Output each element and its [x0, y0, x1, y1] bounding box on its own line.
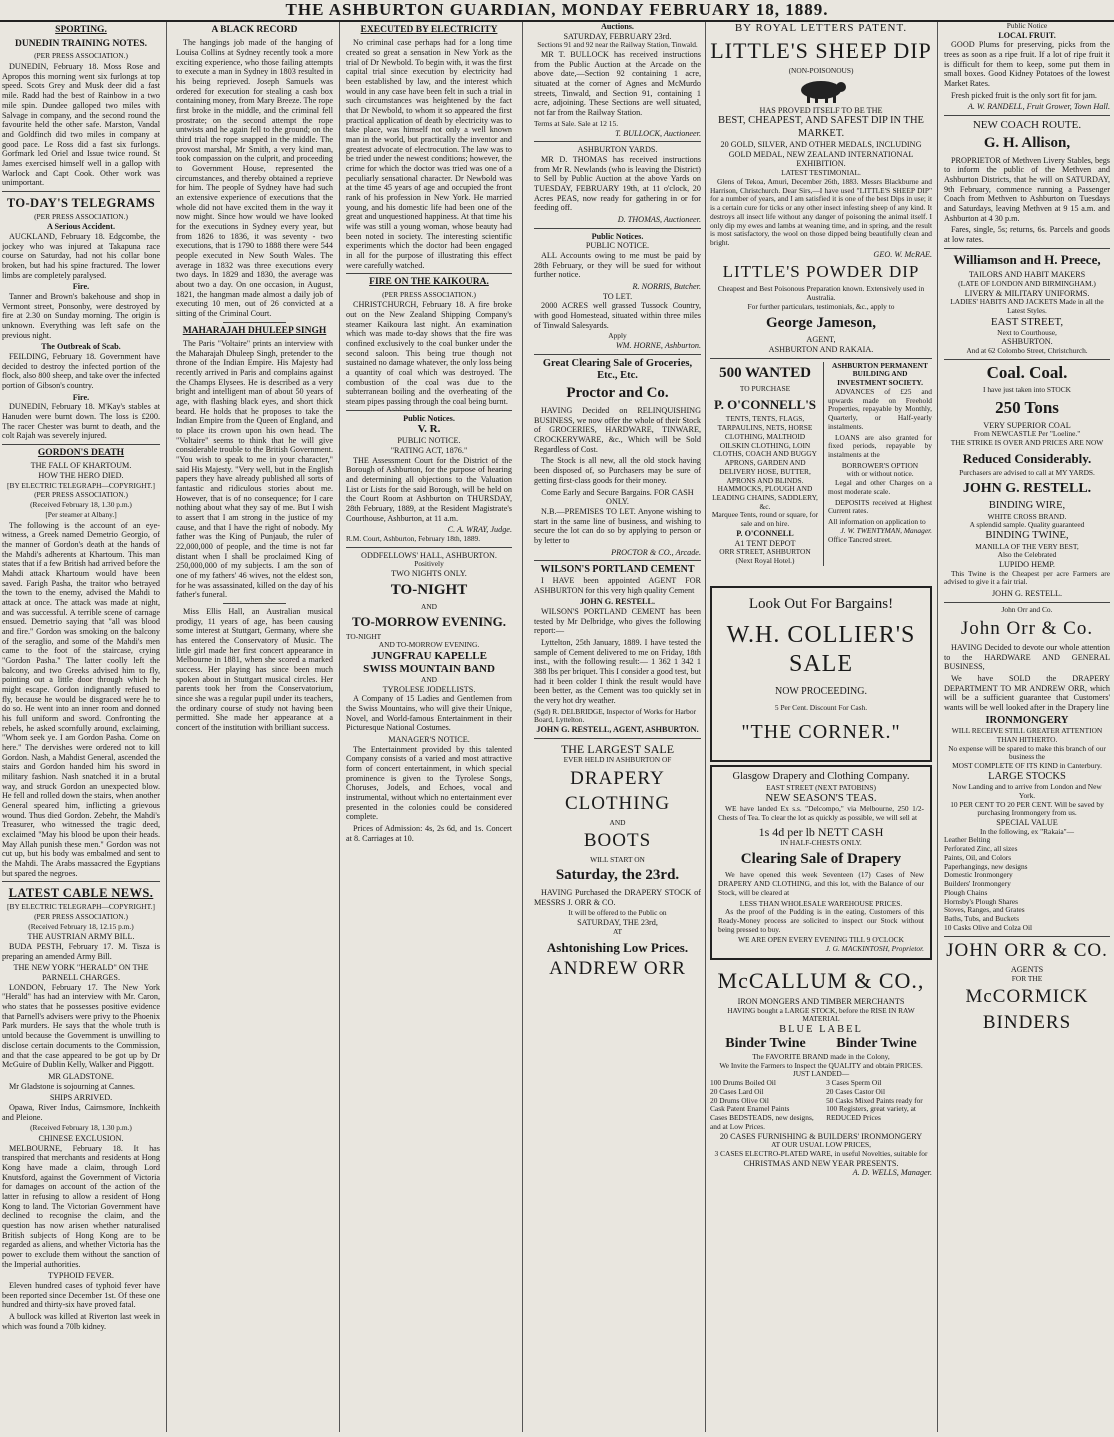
received-line: (Received February 18, 12.15 p.m.) [28, 921, 134, 931]
ad-text: HAS PROVED ITSELF TO BE THE [759, 105, 883, 115]
list-item: 100 Registers, great variety, at REDUCED Prices [826, 1104, 916, 1123]
article-heading: EXECUTED BY ELECTRICITY [360, 25, 498, 35]
ad-headline: Great Clearing Sale of Groceries, Etc., Etc. [542, 357, 693, 382]
ad-headline: BEST, CHEAPEST, AND SAFEST DIP IN THE MARKET. [718, 115, 924, 139]
notice-location: R.M. Court, Ashburton, February 18th, 1889. [346, 534, 481, 544]
column-rule [705, 22, 706, 1432]
ad-text: Fresh picked fruit is the only sort fit for jam. [951, 90, 1097, 100]
ad-text: MOST COMPLETE OF ITS KIND in Canterbury. [952, 761, 1102, 770]
ad-text: EAST STREET (NEXT PATOBINS) [766, 782, 876, 792]
ad-headline: JOHN ORR & CO. [946, 939, 1108, 961]
received-line: (Received February 18, 1.30 p.m.) [30, 1123, 132, 1133]
column-6 [944, 22, 1110, 1432]
ad-text: All information on application to [828, 517, 926, 527]
divider [2, 881, 160, 882]
ad-text: Now Landing and to arrive from London and New York. [952, 782, 1102, 800]
ad-headline: WILSON'S PORTLAND CEMENT [540, 564, 695, 576]
ad-text: Sections 91 and 92 near the Railway Station, Tinwald. [537, 40, 698, 50]
masthead: THE ASHBURTON GUARDIAN, MONDAY FEBRUARY 18, 1889. [0, 0, 1114, 22]
ad-text: MR D. THOMAS has received instructions from Mr R. Newlands (who is leaving the District) to Sell by Public Auction at the above Yards on TUESDAY, FEBRUARY 19th, at 11 o'clock, 20 Acres PEAS, now ready for gathering in or for feeding off. [534, 154, 701, 213]
ad-name: JOHN G. RESTELL, AGENT, ASHBURTON. [536, 725, 699, 735]
ad-text: 5 Per Cent. Discount For Cash. [774, 702, 868, 712]
notice-text: 2000 ACRES well grassed Tussock Country, with good Homestead, situated within three miles of Tinwald Salesyards. [534, 301, 701, 330]
ad-text: JUST LANDED— [792, 1069, 850, 1079]
ad-headline: 1s 4d per lb NETT CASH [758, 824, 884, 839]
ad-headline: Glasgow Drapery and Clothing Company. [732, 771, 910, 783]
ad-text: Next to Courthouse, [997, 327, 1057, 337]
divider [534, 228, 701, 229]
ad-text: IN HALF-CHESTS ONLY. [780, 837, 862, 847]
ad-text: AND TO-MORROW EVENING. [378, 640, 480, 650]
ad-text: (LATE OF LONDON AND BIRMINGHAM.) [958, 278, 1096, 288]
list-item: 20 Drums Olive Oil [710, 1095, 769, 1105]
article-text: The hangings job made of the hanging of Louisa Collins at Sydney recently took a more exciting experience, who those failing attempts to execute a man in Sydney in 1803 resulted in his being reprieved. Joseph Samuels was ordered for execution for stealing a cash box containing money, from Mary Breeze. The rope first broke in the middle, and the criminal fell prostrate; on the second attempt the rope untwists and he again fell to the ground; on the third trial the rope snapped in the middle. The provost marshal, Mr Smith, a very kind man, took compassion on the culprit, and proceeding to Government House, represented the circumstances, and thereby obtained a reprieve for him. The people of Sydney have had such an extensive experience of executions that the whole did not have excited them in the way it now might. Since how would we have looked for the executions in Sydney every year, but from 1826 to 1836, it was seventy - two executions, that is 1790 to 1888 there were 544 people executed in New South Wales. The average in 1832 was three executions every two days. In 1829 and 1830, the average was about two a day. On one occasion, in August, 1821, the hangman made almost a daily job of executing 10 men, out of 26 convicted at a sitting of the Criminal Court. [176, 38, 333, 319]
list-item: Paints, Oil, and Colors [944, 852, 1012, 862]
ad-text: 20 GOLD, SILVER, AND OTHER MEDALS, INCLUDING GOLD MEDAL, NEW ZEALAND INTERNATIONAL EXHIBITION. [720, 140, 922, 169]
list-item: Plough Chains [944, 887, 988, 897]
ad-text: ASHBURTON. [1001, 337, 1053, 347]
ad-headline: DRAPERY [570, 767, 665, 789]
ad-text: HAMMOCKS, PLOUGH AND LEADING CHAINS, SADDLERY, &c. [712, 484, 818, 511]
subheading: HOW THE HERO DIED. [38, 471, 124, 481]
ad-text: AND [420, 674, 437, 684]
ad-text: LESS THAN WHOLESALE WAREHOUSE PRICES. [739, 898, 903, 908]
ad-text: MANILLA OF THE VERY BEST, [975, 541, 1079, 551]
ad-text: John Orr and Co. [1001, 604, 1053, 614]
signature: GEO. W. McRAE. [873, 249, 932, 259]
list-item: 20 Cases Lard Oil [710, 1086, 764, 1096]
subheading: THE FALL OF KHARTOUM. [30, 461, 132, 471]
article-text: Opawa, River Indus, Cairnsmore, Inchkeith and Pleione. [2, 1102, 160, 1122]
signature: A. D. WELLS, Manager. [852, 1168, 932, 1178]
ad-text: We have opened this week Seventeen (17) Cases of New DRAPERY AND CLOTHING, and this lot, with the Balance of our Stock, will be cleared at [718, 870, 924, 897]
ad-headline: TO-NIGHT [390, 581, 468, 598]
landed-list-left [710, 1079, 826, 1131]
ad-text: WHITE CROSS BRAND. [987, 511, 1067, 521]
article-text: CHRISTCHURCH, February 18. A fire broke out on the New Zealand Shipping Company's steamer Kaikoura last night. An examination which was made to-day shows that the fire was confined exclusively to the coal bunker under the second saloon. This being true though not sustained no damage whatever, the only loss being a quantity of coal which was destroyed. The combustion of the coal was due to the subterranean boiling and the overheating of the steam pipes passing through the coal being burnt. [346, 300, 512, 406]
divider [2, 444, 160, 445]
ad-text: PROPRIETOR of Methven Livery Stables, begs to inform the public of the Methven and Ashburton Districts, that he will on SATURDAY, 9th February, commence running a Passenger Coach from Methven to Ashburton on Tuesdays and Saturdays, leaving Methven at 9 15 a.m. and Ashburton at 4 30 p.m. [944, 155, 1110, 223]
article-text: Miss Ellis Hall, an Australian musical prodigy, 11 years of age, has been causing some interest at Stuttgart, Germany, where she has entered the Conservatory of Music. The little girl made her first concert appearance in Melbourne in 1881, when she scored a marked success. Her playing has since been much spoken about in Stuttgart musical circles. Her parents took her from the Conservatorium, since she was a regular pupil under its teachers, the ordinary course of study not having been permitted. She made her appearance at a concert of the institution with brilliant success. [176, 607, 333, 733]
article-text: FEILDING, February 18. Government have decided to destroy the infected portion of the flock, also 800 sheep, and take over the infected portion of Gibson's country. [2, 352, 160, 391]
ad-text: ORR STREET, ASHBURTON (Next Royal Hotel.) [719, 547, 811, 566]
split-ad-row [710, 362, 932, 566]
column-2 [176, 22, 333, 1432]
divider [944, 359, 1110, 360]
column-rule [339, 22, 340, 1432]
signature: WM. HORNE, Ashburton. [615, 341, 701, 351]
ad-text: AT OUR USUAL LOW PRICES, [771, 1140, 871, 1150]
subheading: SHIPS ARRIVED. [49, 1093, 113, 1103]
ad-text: AGENT, [806, 335, 836, 345]
article-heading: GORDON'S DEATH [37, 448, 125, 459]
divider [944, 936, 1110, 937]
ad-text: SATURDAY, THE 23rd, [577, 918, 658, 928]
special-value-list [944, 836, 1110, 932]
ad-text: (Sgd) R. DELBRIDGE, Inspector of Works for Harbor Board, Lyttelton. [534, 706, 697, 725]
subheading: The Outbreak of Scab. [41, 342, 121, 352]
ad-headline: Ashtonishing Low Prices. [546, 939, 689, 955]
ad-text: WE ARE OPEN EVERY EVENING TILL 9 O'CLOCK [738, 935, 904, 945]
list-item: Cask Patent Enamel Paints [710, 1104, 790, 1114]
ad-text: AND [420, 601, 437, 611]
list-item: Leather Belting [944, 835, 991, 845]
ad-text: WILL RECEIVE STILL GREATER ATTENTION THAN HITHERTO. [951, 726, 1103, 744]
binder-twine-row [710, 1036, 932, 1053]
ad-headline: ASHBURTON PERMANENT BUILDING AND INVESTMENT SOCIETY. [832, 360, 928, 388]
ad-text: WE have landed Ex s.s. "Delcompo," via Melbourne, 250 1/2-Chests of Tea. To clear the lot as quickly as possible, we will sell at [718, 804, 924, 823]
subheading: TYPHOID FEVER. [48, 1271, 114, 1281]
article-text: No criminal case perhaps had for a long time created so great a sensation in New York as the trial of Dr Newbold. To begin with, it was the first capital trial since execution by electricity had been established by law, and the interest which would in any case have been felt in such a trial in such circumstances was heightened by the fact that Dr Newbold, to whom it so appeared the first practical application of death by electricity was to take place, was himself not only a well known man in the world, but practically the inventor and greatest advocate of electrocution. The law was to be tried under the newest conditions; however, the crime for which the doctor was tried was one of a peculiarly sensational character. Dr Newbold was at the time 45 years of age and occupied the front rank of his profession in New York. He married young, and his domestic life had been one of the great and unquestioned happiness. At that time his wife was still a young woman, whose beauty had been noted in society. The interesting scientific experiments which the doctor had been engaged in all for the purpose of illustrating this effect were carefully watched. [346, 38, 512, 270]
divider [534, 354, 701, 355]
subheading: THE NEW YORK "HERALD" ON THE PARNELL CHARGES. [13, 963, 149, 983]
ad-text: HAVING Decided to devote our whole attention to the HARDWARE AND GENERAL BUSINESS, [944, 642, 1110, 672]
divider [223, 603, 286, 604]
ad-headline: NEW SEASON'S TEAS. [765, 792, 877, 805]
ad-text: Lyttelton, 25th January, 1889. I have tested the sample of Cement delivered to me on Friday, 18th inst., with the following result:— 1 362 1 342 1 388 lbs per briquet. This I consider a good test, but had it been colder I think the result would have been better, as the Cement was too quickly set in the very hot dry weather. [534, 638, 701, 706]
ad-text: EVER HELD IN ASHBURTON OF [563, 755, 672, 765]
ad-headline: LITTLE'S POWDER DIP [722, 262, 920, 282]
ad-name: JOHN G. RESTELL. [579, 597, 656, 607]
list-item: Paperhangings, new designs [944, 861, 1028, 871]
ad-date: SATURDAY, FEBRUARY 23rd. [563, 31, 672, 41]
subheading: THE AUSTRIAN ARMY BILL. [27, 932, 135, 942]
ad-text: The FAVORITE BRAND made in the Colony, [752, 1051, 890, 1061]
ad-text: FOR THE [1011, 973, 1043, 983]
landed-list-right [826, 1079, 932, 1131]
section-heading: LATEST CABLE NEWS. [8, 886, 154, 901]
ad-text: HAVING Decided on RELINQUISHING BUSINESS, we now offer the whole of their Stock of GROCERIES, HARDWARE, TINWARE, CROCKERYWARE, &c., Which will be Sold Regardless of Cost. [534, 406, 701, 454]
ad-text: As the proof of the Pudding is in the eating, Customers of this Ready-Money process are solicited to inspect our Stock without being pressed to buy. [718, 907, 924, 934]
article-text: AUCKLAND, February 18. Edgcombe, the jockey who was injured at Takapuna race course on Saturday, had not his collar bone broken, but had his spine fractured. The lower limbs are completely paralysed. [2, 232, 160, 280]
received-line: (Received February 18, 1.30 p.m.) [30, 500, 132, 510]
list-item: 100 Drums Boiled Oil [710, 1078, 776, 1088]
ad-text: AT [612, 926, 623, 936]
notice-heading: PUBLIC NOTICE. [585, 241, 650, 251]
ad-text: ASHBURTON AND RAKAIA. [768, 344, 874, 354]
section-heading: Public Notices. [403, 413, 455, 423]
ad-headline: "THE CORNER." [741, 720, 901, 743]
list-item: Baths, Tubs, and Buckets [944, 914, 1019, 924]
ad-text: We have SOLD the DRAPERY DEPARTMENT TO MR ANDREW ORR, which will be a sufficient guarantee that Customers' wants will be well looked after in the Drapery line [944, 674, 1110, 713]
testimonial-text: Glens of Tekoa, Amuri, December 26th, 1883. Messrs Blackburne and Harrison, Christchurch. Dear Sirs,—I have used "LITTLE'S SHEEP DIP" for a number of years, and I am satisfied it is one of the best Dips in use; it is a certain cure for ticks or any other insect infesting sheep of any kind. It destroys all insect life without any danger of poisoning the animal itself. I only dip my ewes and lambs at weaning time, and in spring, and the result is most satisfactory, the wool on those dipped being beautifully clean and bright. [710, 176, 932, 247]
notice-text: ALL Accounts owing to me must be paid by 28th February, or they will be sued for without further notice. [534, 250, 701, 280]
ad-text: LIVERY & MILITARY UNIFORMS. [964, 288, 1090, 298]
ad-name: Williamson and H. Preece, [953, 251, 1101, 267]
divider [223, 322, 286, 323]
ad-headline: Saturday, the 23rd. [555, 867, 680, 884]
ad-text: HAVING bought a LARGE STOCK, before the RISE IN RAW MATERIAL [727, 1005, 915, 1024]
ad-text: Legal and other Charges on a most moderate scale. [828, 478, 932, 496]
ad-text: MR T. BULLOCK has received instructions from the Public Auction at the Arcade on the above date,—Section 92 containing 1 acre, situated at the corner of Agnes and McMurdo streets, Tinwald, and Section 91, containing 1 acre, adjoining. These Sections are well situated, not far from the Railway Station. [534, 50, 701, 118]
ad-text: A splendid sample. Quality guaranteed [969, 520, 1085, 530]
ad-headline: IRONMONGERY [985, 714, 1069, 726]
ad-headline: W.H. COLLIER'S SALE [726, 622, 916, 677]
ad-headline: BINDERS [982, 1011, 1072, 1033]
notice-text: THE Assessment Court for the District of the Borough of Ashburton, for the purpose of hearing and determining all objections to the Valuation List or Lists for the said Borough, will be held on the Court Room at Ashburton on THURSDAY, 28th February, 1889, at the Resident Magistrate's Courthouse, Ashburton, at 11 a.m. [346, 455, 512, 523]
ad-headline: Reduced Considerably. [962, 450, 1092, 466]
ad-text: BY ROYAL LETTERS PATENT. [734, 22, 908, 34]
ad-headline: McCORMICK [965, 986, 1089, 1008]
ad-headline: Binder Twine [836, 1036, 917, 1052]
notice-heading: TO LET. [602, 291, 633, 301]
ad-text: NOW PROCEEDING. [774, 686, 868, 698]
ad-headline: 500 WANTED [719, 364, 811, 381]
building-society-ad [828, 362, 932, 566]
ad-headline: NEW COACH ROUTE. [972, 119, 1082, 132]
signature: J. W. TWENTYMAN, Manager. [840, 525, 932, 535]
ad-text: 20 CASES FURNISHING & BUILDERS' IRONMONGERY [719, 1131, 923, 1141]
ad-name: JOHN G. RESTELL. [962, 480, 1092, 496]
ad-text: TO PURCHASE [739, 384, 791, 394]
notice-heading: PUBLIC NOTICE. [397, 436, 461, 446]
list-item: 20 Cases Castor Oil [826, 1086, 885, 1096]
byline: (PER PRESS ASSOCIATION.) [382, 289, 476, 299]
ad-headline: Look Out For Bargains! [748, 595, 894, 612]
ad-headline: BOOTS [583, 830, 652, 852]
ad-heading: ASHBURTON YARDS. [577, 145, 658, 155]
list-item: Cases BEDSTEADS, new designs, and at Low Prices. [710, 1113, 814, 1131]
ad-headline: JUNGFRAU KAPELLE [371, 650, 487, 663]
column-1 [2, 22, 160, 1432]
landed-list [710, 1079, 932, 1131]
list-item: Hornsby's Plough Shares [944, 896, 1019, 906]
divider [534, 560, 701, 561]
ad-text: Purchasers are advised to call at MY YARDS. [959, 468, 1095, 478]
ad-text: Marquee Tents, round or square, for sale and on hire. [711, 510, 819, 529]
signature: R. NORRIS, Butcher. [632, 281, 701, 291]
article-text: BUDA PESTH, February 17. M. Tisza is preparing an amended Army Bill. [2, 942, 160, 961]
ad-text: From NEWCASTLE Per "Loeline." [973, 429, 1081, 439]
column-rule [166, 22, 167, 1432]
divider [534, 738, 701, 739]
ad-text: LUPIDO HEMP. [999, 560, 1055, 570]
ad-headline: BINDING TWINE, [985, 530, 1069, 542]
list-item: 10 Casks Olive and Colza Oil [944, 922, 1033, 932]
list-item: 50 Casks Mixed Paints ready for [826, 1095, 923, 1105]
subheading: Fire. [72, 392, 90, 402]
ad-text: AND [609, 817, 626, 827]
list-item: Stoves, Ranges, and Grates [944, 905, 1025, 915]
article-heading: A BLACK RECORD [211, 25, 298, 35]
list-item: Builders' Ironmongery [944, 879, 1011, 889]
article-text: Mr Gladstone is sojourning at Cannes. [9, 1081, 135, 1091]
column-4 [534, 22, 701, 1432]
article-heading: MAHARAJAH DHULEEP SINGH [182, 325, 327, 336]
signature: J. G. MACKINTOSH, Proprietor. [825, 944, 924, 954]
ad-text: AGENTS [1010, 964, 1044, 974]
ad-text: (NON-POISONOUS) [788, 65, 854, 75]
glasgow-ad-box [710, 765, 932, 960]
ad-headline: LOCAL FRUIT. [998, 30, 1056, 40]
byline: (PER PRESS ASSOCIATION.) [34, 490, 128, 500]
ad-text: And at 62 Colombo Street, Christchurch. [966, 346, 1088, 356]
ad-name: George Jameson, [766, 314, 876, 331]
ad-name: P. O'CONNELL'S [713, 397, 817, 413]
divider [944, 248, 1110, 249]
article-text: The following is the account of an eye-witness, a Greek named Demetrio Georgio, of the manner of Gordon's death at the hands of the Mahdi's adherents at Khartoum. This man states that if a few British had arrived before the Mahdi attack Khartoum would have been saved. Farigh Pasha, the traitor who betrayed the town to the enemy, advised the Mahdi to attack at once. The attack was made at night, and was successful. A terrible scene of carnage ensued. Demetrio saying that "all was blood and fire." Gordon was smoking on the balcony of the seraglio, and some of the Mahdi's men came to the foot of the staircase, crying "Gordon Pasha." The latter coolly left the balcony, and two Greeks advised him to fly, pointing out a little door through which he might escape. Gordon indignantly refused to fly, because he would be disgraced were he to do so. He went into an inner room and donned his full uniform and sword. Confronting the rebels, he asked scornfully around, exclaiming, "Whom seek ye. I am Gordon Pasha. Come on here." The dervishes were ordered not to kill Gordon. Nash, a Mahdist General, ascended the stairs and Gordon handed him his sword in military fashion. Nash snatched it in a brutal way, and struck Gordon an unexpected blow. He fell and rolled down the stairs, when another General speared him, inflicting a grievous wound. Thus died Gordon. Zebehr, the Mahdi's Treasurer, who witnessed the tragic deed, exclaimed "May his blood be upon their heads. May Allah punish these men." Gordon was not cut up, but his body was embalmed and sent to the Mahdi. The Arabs massacred the Egyptians but spared the negroes. [2, 520, 160, 878]
ad-text: Terms at Sale. Sale at 12 15. [534, 118, 619, 128]
ad-text: For further particulars, testimonials, &c., apply to [747, 301, 895, 311]
divider [2, 191, 160, 192]
ad-text: I have just taken into STOCK [983, 384, 1071, 394]
byline: (PER PRESS ASSOCIATION.) [34, 211, 128, 221]
ad-text: VERY SUPERIOR COAL [983, 420, 1071, 430]
ad-text: No expense will be spared to make this branch of our business the [948, 743, 1106, 762]
ad-text: Prices of Admission: 4s, 2s 6d, and 1s. Concert at 8. Carriages at 10. [346, 824, 512, 843]
article-heading: FIRE ON THE KAIKOURA. [369, 277, 489, 288]
ad-headline: Binder Twine [725, 1036, 806, 1052]
ad-text: with or without notice. [846, 469, 914, 479]
article-text: DUNEDIN, February 18. M'Kay's stables at Hanuden were burnt down. The loss is £200. The racer Chester was burnt to death, and the colt Rajah was severely injured. [2, 402, 160, 441]
divider [944, 602, 1110, 603]
subheading: A Serious Accident. [46, 222, 115, 232]
byline: [BY ELECTRIC TELEGRAPH—COPYRIGHT.] [7, 480, 155, 490]
ad-text: Apply [608, 331, 627, 341]
received-line: [Per steamer at Albany.] [45, 509, 117, 519]
ad-text: WILSON'S PORTLAND CEMENT has been tested by Mr Delbridge, who gives the following report:— [534, 607, 701, 636]
divider [534, 141, 701, 142]
column-rule [937, 22, 938, 1432]
ad-text: Office Tancred street. [828, 534, 892, 544]
section-heading: Public Notice [1006, 22, 1048, 30]
ad-text: 10 PER CENT TO 20 PER CENT. Will be saved by purchasing Ironmongery from us. [950, 799, 1104, 818]
subheading: MR GLADSTONE. [48, 1071, 114, 1081]
ad-text: TYROLESE JODELLISTS. [382, 684, 476, 694]
ad-headline: Clearing Sale of Drapery [740, 850, 902, 867]
ad-text: Positively [414, 559, 444, 569]
ad-text: A1 TENT DEPOT [734, 538, 796, 548]
divider [346, 273, 512, 274]
ad-text: LATEST TESTIMONIAL. [781, 168, 861, 178]
ad-headline: John Orr & Co. [960, 617, 1094, 639]
article-text: Eleven hundred cases of typhoid fever have been reported since December 1st. Of these one hundred and thirty-six have proved fatal. [2, 1281, 160, 1310]
ad-text: The Entertainment provided by this talented Company consists of a varied and most attractive form of concert entertainment, in which special prominence is given to the Tyrolese Songs, Choruses, Jodels, and Echoes, vocal and instrumental, without which no entertainment ever presented in the colonies could be considered complete. [346, 744, 512, 822]
notice-subheading: "RATING ACT, 1876." [390, 445, 468, 455]
divider [944, 115, 1110, 116]
ad-text: 3 CASES ELECTRO-PLATED WARE, in useful Novelties, suitable for [714, 1148, 928, 1158]
ad-text: A Company of 15 Ladies and Gentlemen from the Swiss Mountains, who will give their Unique, Novel, and World-famous Entertainment in their Picturesque National Costumes. [346, 694, 512, 733]
divider [346, 410, 512, 411]
ad-text: CHRISTMAS AND NEW YEAR PRESENTS. [743, 1158, 899, 1168]
ad-headline: BINDING WIRE, [988, 500, 1066, 512]
ad-text: Fares, single, 5s; returns, 6s. Parcels and goods at low rates. [944, 225, 1110, 245]
column-5 [710, 22, 932, 1432]
ad-headline: 250 Tons [995, 397, 1059, 417]
byline: [BY ELECTRIC TELEGRAPH—COPYRIGHT.] [7, 902, 155, 912]
ad-headline: BLUE LABEL [779, 1024, 863, 1036]
ad-text: THE STRIKE IS OVER AND PRICES ARE NOW [950, 438, 1104, 448]
ad-text: DEPOSITS received at Highest Current rates. [828, 497, 932, 516]
ad-text: We Invite the Farmers to Inspect the QUALITY and obtain PRICES. [719, 1060, 923, 1070]
section-heading: Public Notices. [591, 231, 644, 241]
list-item: Perforated Zinc, all sizes [944, 844, 1018, 854]
section-heading: TO-DAY'S TELEGRAMS [6, 195, 156, 210]
ad-headline: McCALLUM & CO., [717, 967, 925, 993]
ad-text: TO-NIGHT [346, 631, 382, 641]
list-item: Domestic Ironmongery [944, 870, 1013, 880]
ad-text: TWO NIGHTS ONLY. [391, 569, 467, 579]
ad-text: BORROWER'S OPTION [841, 460, 919, 470]
royal-crest-label: V. R. [417, 423, 441, 436]
ad-headline: LARGE STOCKS [988, 770, 1066, 782]
ad-headline: ANDREW ORR [549, 957, 686, 979]
sheep-icon [793, 78, 849, 104]
ad-text: N.B.—PREMISES TO LET. Anyone wishing to start in the same line of business, and wishing to secure the lot can do so by applying to person or by letter to [534, 506, 701, 545]
signature: A. W. RANDELL, Fruit Grower, Town Hall. [967, 102, 1110, 112]
ad-text: ADVANCES of £25 and upwards made on Freehold Properties, repayable by Monthly, Quarterly, or Half-yearly instalments. [828, 386, 932, 431]
ad-text: In the following, ex "Rakaia"— [979, 826, 1075, 836]
ad-headline: Coal. Coal. [986, 362, 1068, 382]
ad-text: IRON MONGERS AND TIMBER MERCHANTS [737, 996, 905, 1006]
ad-text: LADIES' HABITS AND JACKETS Made in all the Latest Styles. [950, 297, 1104, 315]
section-heading: SPORTING. [55, 25, 107, 35]
ad-headline: CLOTHING [564, 793, 671, 815]
ad-text: Cheapest and Best Poisonous Preparation known. Extensively used in Australia. [717, 284, 925, 303]
oconnell-ad [710, 362, 824, 566]
ad-headline: Proctor and Co. [566, 385, 669, 402]
ad-text: HAVING Purchased the DRAPERY STOCK of MESSRS J. ORR & CO. [534, 888, 701, 907]
ad-name: G. H. Allison, [983, 135, 1071, 152]
signature: D. THOMAS, Auctioneer. [617, 214, 701, 224]
article-text: Tanner and Brown's bakehouse and shop in Vermont street, Ponsonby, were destroyed by fire at 2.30 on Sunday morning. The origin is unknown. Everything was left safe on the previous night. [2, 292, 160, 340]
list-item: 3 Cases Sperm Oil [826, 1078, 882, 1088]
article-text: A bullock was killed at Riverton last week in which was found a 70lb kidney. [2, 1312, 160, 1331]
article-text: DUNEDIN, February 18. Moss Rose and Apropos this morning went six furlongs at top speed. Scots Grey and Musk deer did a fast mile. Radd had the best of Rainbow in a two mile spin. Dundee galloped two miles with Salvage in company, and the second round the favourite held the other safe. Marston, Vandal and Goldfinch did two miles in company at good pace. Le Ross did a fast six furlongs. Gorfmark led Oriel and Issue twice round. St James exercised himself well in a gallop with Warlock and Capt Cook. Other work was unimportant. [2, 62, 160, 188]
article-text: MELBOURNE, February 18. It has transpired that merchants and residents at Hong Kong have made a claim, through Lord Knutsford, against the Government of Victoria for damages on account of the action of the latter in refusing to allow a resident of Hong Kong to land. The Victorian Government have declined to recognise the claim, and the question has now arisen whether naturalised British subjects of Hong Kong are to be regarded as aliens, and whether Victoria has the power to exclude them without the sanction of the Imperial authorities. [2, 1143, 160, 1269]
ad-text: TENTS, TENTS, FLAGS, TARPAULINS, NETS, HORSE CLOTHING, MALTHOID OILSKIN CLOTHING, LOIN CLOTHS, COACH AND BUGGY APRONS, GARDEN AND DELIVERY HOSE, BUTTER, APRONS AND BLINDS. [713, 414, 817, 485]
byline: (PER PRESS ASSOCIATION.) [34, 911, 128, 921]
ad-headline: TO-MORROW EVENING. [351, 614, 507, 630]
article-text: The Paris "Voltaire" prints an interview with the Maharajah Dhuleep Singh, pretender to the throne of the Indian Empire. His Majesty had recently arrived in Paris and complains against the Champs Elysees. He is described as a very bright and intelligent man of about 50 years of age, with flashing black eyes, and short thick beard. He holds that he proposes to take the Indian Empire from the Queen of England, and to place its crown upon his own head. The "Voltaire" seems to think that he will give considerable trouble to the British Government. "You wish to speak to me in your character," said His Majesty. "Very well, but in the English papers they have already published all sorts of fantastic and ridiculous stories about me. However, that is of no consequence; for I care nothing about what they say of me. But I wish to assert that I am strong in the justice of my cause, and that I have the right of nobody. My father was the King of Punjaub, the ruler of 22,000,000 of people, and the time is not far distant when I shall be proclaimed King of 250,000,000 of my subjects. I am the son of one of my fathers' 46 wives, not the eldest son, for he was assassinated, killed on the day of his father's funeral. [176, 338, 333, 600]
ad-headline: THE LARGEST SALE [560, 741, 675, 756]
collier-ad-box [710, 586, 932, 762]
ad-text: The Stock is all new, all the old stock having been disposed of, so Purchasers may be sure of getting first-class goods for their money. [534, 456, 701, 485]
ad-text: I HAVE been appointed AGENT FOR ASHBURTON for this very high quality Cement [534, 576, 701, 595]
subheading: Fire. [72, 282, 90, 292]
ad-text: EAST STREET, [990, 315, 1064, 328]
ad-text: TAILORS AND HABIT MAKERS [968, 270, 1086, 280]
article-text: LONDON, February 17. The New York "Herald" has had an interview with Mr. Caron, who states that he possesses positive evidence that Parnell's advisers were privy to the Phoenix Park murders. He says that the whole truth is untold because the Government is unwilling to disclose certain documents to the Commission, and that the case appeared to be got up by Dr McGuire of Dublin Kelly, Walker and Piggott. [2, 982, 160, 1070]
ad-text: Also the Celebrated [997, 550, 1057, 560]
ad-name: JOHN G. RESTELL. [991, 589, 1063, 599]
column-rule [522, 22, 523, 1432]
column-3 [346, 22, 512, 1432]
divider [346, 547, 512, 548]
venue: ODDFELLOWS' HALL, ASHBURTON. [361, 550, 497, 560]
signature: PROCTOR & CO., Arcade. [611, 547, 701, 557]
ad-text: Come Early and Secure Bargains. FOR CASH ONLY. [541, 487, 694, 507]
section-heading: Auctions. [601, 22, 634, 31]
byline: (PER PRESS ASSOCIATION.) [34, 51, 128, 61]
ad-headline: LITTLE'S SHEEP DIP [710, 37, 932, 63]
ad-text: LOANS are also granted for fixed periods, repayable by instalments at the [828, 432, 932, 459]
article-heading: DUNEDIN TRAINING NOTES. [14, 39, 148, 50]
divider [710, 358, 932, 359]
signature: T. BULLOCK, Auctioneer. [615, 128, 701, 138]
ad-text: This Twine is the Cheapest per acre Farmers are advised to give it a fair trial. [944, 568, 1110, 587]
ad-name: P. O'CONNELL [736, 528, 794, 538]
signature: C. A. WRAY, Judge. [447, 525, 512, 535]
ad-text: SPECIAL VALUE [996, 818, 1058, 828]
ad-text: It will be offered to the Public on [568, 908, 667, 918]
ad-text: GOOD Plums for preserving, picks from the trees as soon as a ripe fruit. If a lot of ripe fruit it is difficult for them to keep, some put them in small boxes. Good Kidney Potatoes of the lowest Market Rates. [944, 40, 1110, 89]
ad-text: WILL START ON [590, 854, 645, 864]
ad-headline: SWISS MOUNTAIN BAND [363, 663, 495, 676]
subheading: CHINESE EXCLUSION. [38, 1133, 124, 1143]
notice-heading: MANAGER'S NOTICE. [388, 735, 470, 745]
